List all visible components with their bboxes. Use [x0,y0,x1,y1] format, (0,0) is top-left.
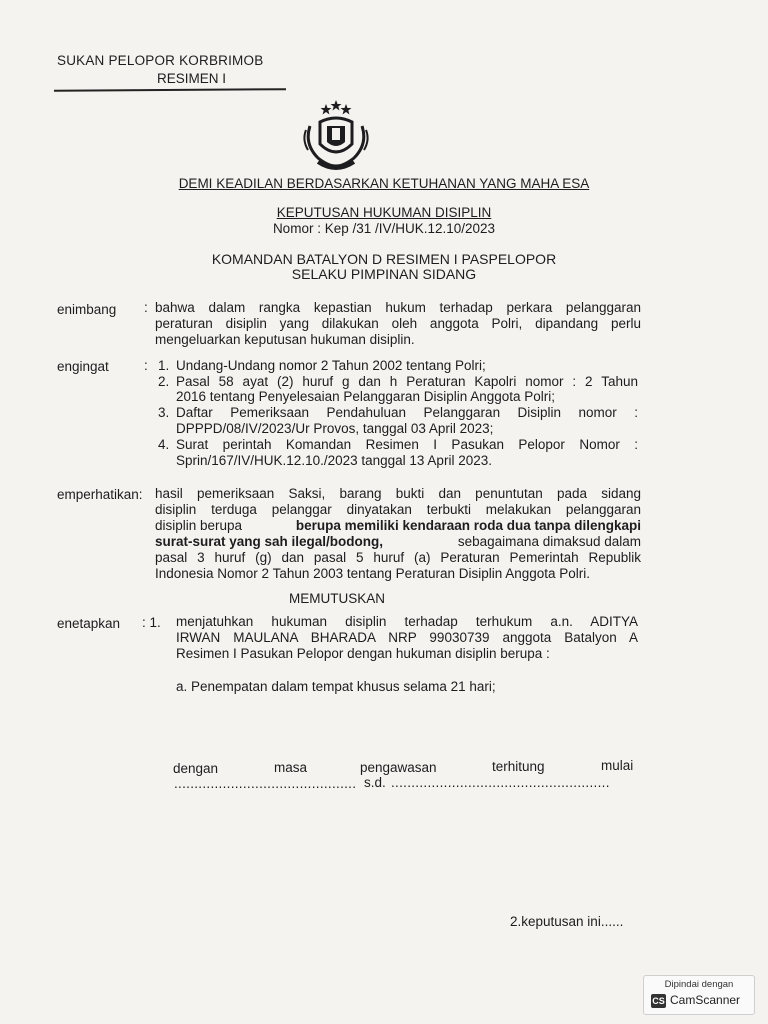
memperhatikan-bold: surat-surat yang sah ilegal/bodong, [155,534,384,549]
unit-header: SUKAN PELOPOR KORBRIMOB [57,53,264,68]
menimbang-label: enimbang [57,302,117,317]
decision-number: Nomor : Kep /31 /IV/HUK.12.10/2023 [272,221,496,236]
memperhatikan-line: hasil pemeriksaan Saksi, barang bukti dan penuntutan pada sidang [155,486,641,501]
date-to-blank: ...................................................... [391,775,610,790]
menimbang-line: peraturan disiplin yang dilakukan oleh anggota Polri, dipandang perlu [155,316,641,331]
sanction-item-a: a. Penempatan dalam tempat khusus selama 21 hari; [176,679,496,694]
memperhatikan-line [155,534,641,550]
pengawasan-word: mulai [601,758,634,773]
regiment-header: RESIMEN I [157,71,227,86]
mengingat-line: Undang-Undang nomor 2 Tahun 2002 tentang Polri; [176,358,486,373]
pengawasan-word: dengan [173,761,219,776]
memperhatikan-line: disiplin terduga pelanggar dinyatakan terbukti melakukan pelanggaran [155,502,641,517]
sd-label: s.d. [364,775,386,790]
menetapkan-label: enetapkan [57,616,121,631]
mengingat-num: 3. [158,405,170,420]
camscanner-logo-icon: CS [652,996,665,1006]
mengingat-colon: : [144,358,148,373]
mengingat-line: Pasal 58 ayat (2) huruf g dan h Peraturan Kapolri nomor : 2 Tahun [176,374,638,389]
watermark-caption: Dipindai dengan [664,979,734,990]
commander-title: KOMANDAN BATALYON D RESIMEN I PASPELOPOR [211,251,557,267]
menetapkan-colon: : 1. [142,615,161,630]
decision-title: KEPUTUSAN HUKUMAN DISIPLIN [276,205,492,220]
mengingat-num: 1. [158,358,170,373]
camscanner-watermark [643,975,755,1015]
menimbang-colon: : [144,300,148,315]
preamble-title: DEMI KEADILAN BERDASARKAN KETUHANAN YANG MAHA ESA [178,176,590,191]
mengingat-line: Surat perintah Komandan Resimen I Pasukan Pelopor Nomor : [176,437,638,452]
commander-subtitle: SELAKU PIMPINAN SIDANG [291,266,477,282]
header-divider [54,88,286,92]
pengawasan-word: masa [274,760,308,775]
memperhatikan-line [155,518,641,534]
mengingat-line: Sprin/167/IV/HUK.12.10./2023 tanggal 13 April 2023. [176,453,492,468]
menimbang-line: bahwa dalam rangka kepastian hukum terhadap perkara pelanggaran [155,300,641,315]
polri-emblem-icon [296,100,376,176]
pengawasan-word: terhitung [492,759,545,774]
menetapkan-line: menjatuhkan hukuman disiplin terhadap terhukum a.n. ADITYA [176,614,638,629]
mengingat-line: 2016 tentang Penyelesaian Pelanggaran Disiplin Anggota Polri; [176,389,556,404]
mengingat-num: 4. [158,437,170,452]
memperhatikan-line: pasal 3 huruf (g) dan pasal 5 huruf (a) Peraturan Pemerintah Republik [155,550,641,565]
mengingat-num: 2. [158,374,170,389]
continuation-note: 2.keputusan ini...... [510,914,624,929]
pengawasan-word: pengawasan [360,760,437,775]
memperhatikan-text: sebagaimana dimaksud dalam [457,534,641,549]
mengingat-label: engingat [57,359,109,374]
memperhatikan-text: disiplin berupa [155,518,243,533]
memutuskan-heading: MEMUTUSKAN [289,591,386,606]
mengingat-line: DPPPD/08/IV/2023/Ur Provos, tanggal 03 April 2023; [176,421,494,436]
menetapkan-line: IRWAN MAULANA BHARADA NRP 99030739 anggota Batalyon A [176,630,638,645]
memperhatikan-label: emperhatikan: [57,487,143,502]
menimbang-line: mengeluarkan keputusan hukuman disiplin. [155,332,415,347]
watermark-brand: CamScanner [670,993,741,1007]
mengingat-line: Daftar Pemeriksaan Pendahuluan Pelanggaran Disiplin nomor : [176,405,638,420]
menetapkan-line: Resimen I Pasukan Pelopor dengan hukuman disiplin berupa : [176,646,550,661]
memperhatikan-bold: berupa memiliki kendaraan roda dua tanpa dilengkapi [295,518,641,533]
date-from-blank: ............................................. [174,776,357,791]
memperhatikan-line: Indonesia Nomor 2 Tahun 2003 tentang Peraturan Disiplin Anggota Polri. [155,566,591,581]
